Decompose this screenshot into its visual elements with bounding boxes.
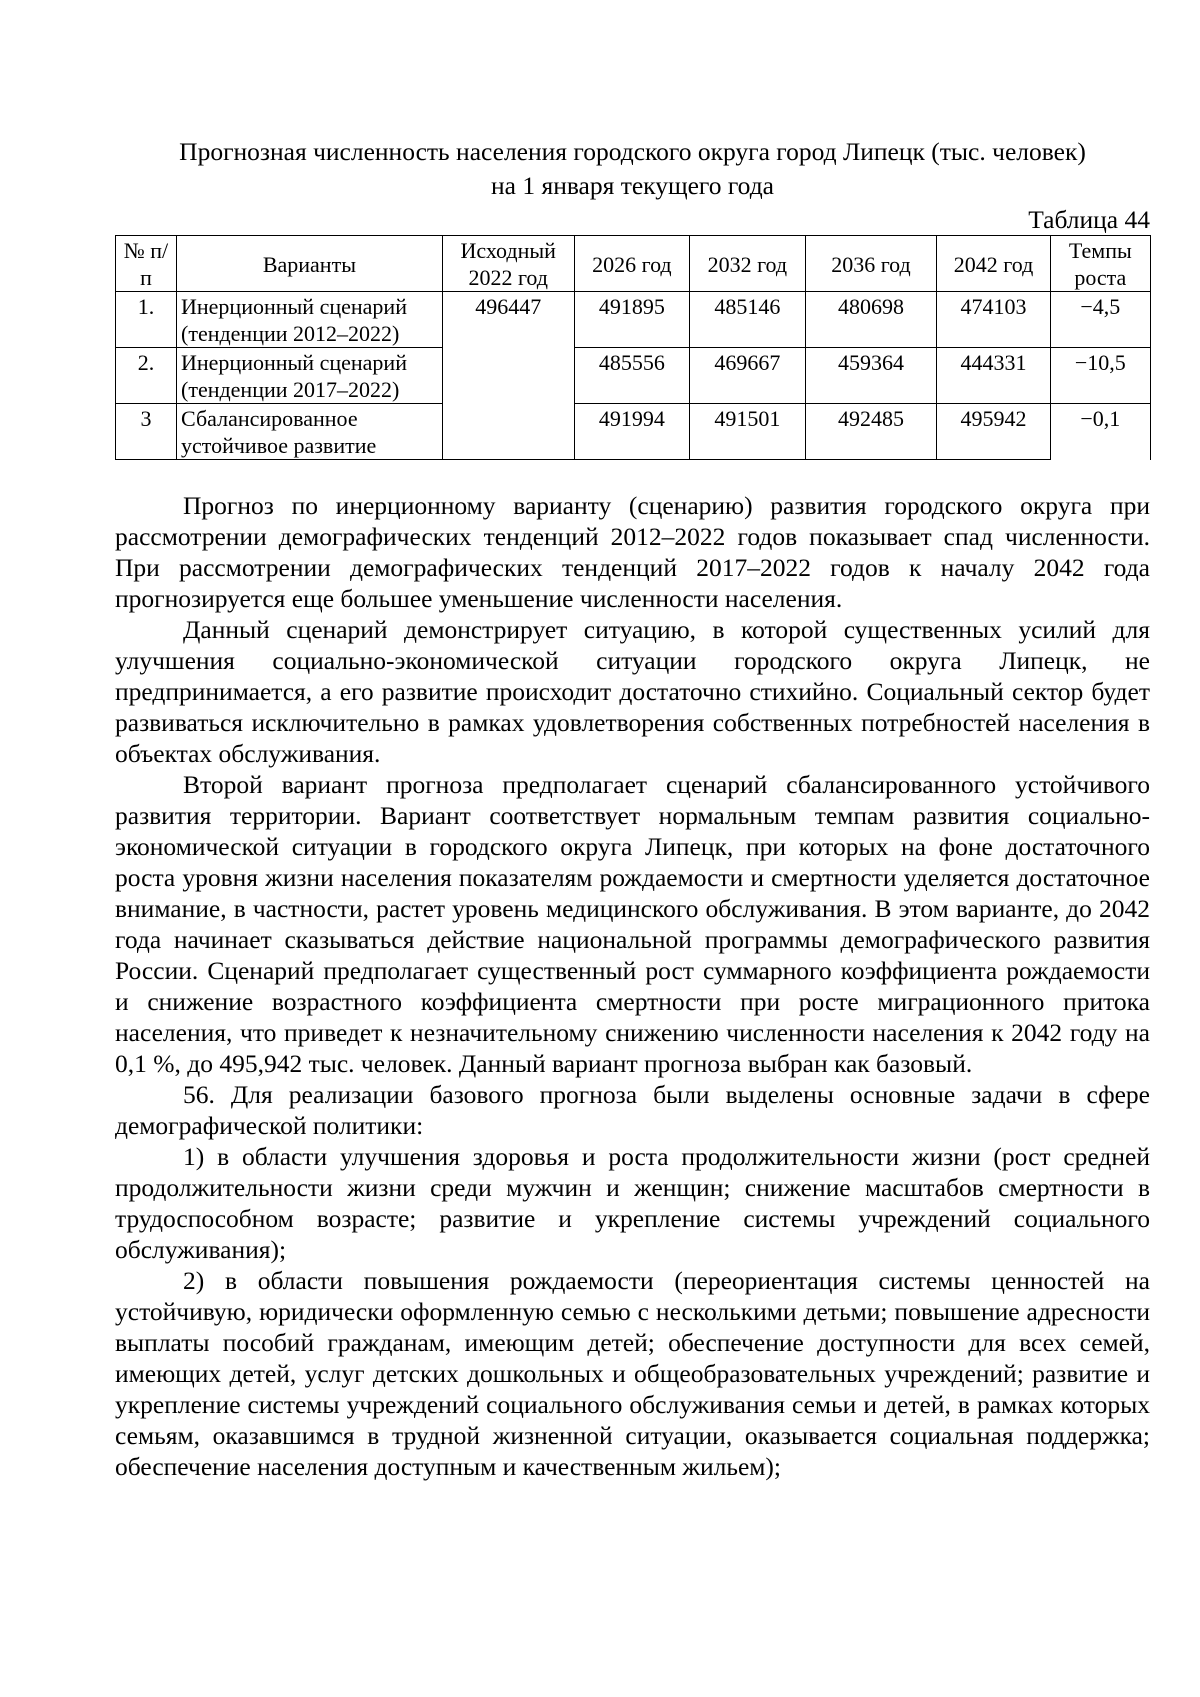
table-title — [115, 135, 1150, 203]
value-2036: 459364 — [805, 348, 937, 404]
table-title-line-1: Прогнозная численность населения городского округа город Липецк (тыс. человек) — [179, 137, 1086, 166]
row-num: 2. — [116, 348, 177, 404]
value-2036: 492485 — [805, 404, 937, 460]
paragraph: Прогноз по инерционному варианту (сценарию) развития городского округа при рассмотрении демографических тенденций 2012–2022 годов показывает спад численности. При рассмотрении демографических тенденций 2017–2022 годов к началу 2042 года прогнозируется еще большее уменьшение численности населения. — [115, 491, 1150, 613]
header-2042: 2042 год — [937, 236, 1050, 292]
header-variant: Варианты — [177, 236, 443, 292]
list-item: 2) в области повышения рождаемости (переориентация системы ценностей на устойчивую, юридически оформленную семью с несколькими детьми; повышение адресности выплаты пособий гражданам, имеющим детей; обеспечение доступности для всех семей, имеющих детей, услуг детских дошкольных и общеобразовательных учреждений; развитие и укрепление системы учреждений социального обслуживания семьи и детей, в рамках которых семьям, оказавшимся в трудной жизненной ситуации, оказывается социальная поддержка; обеспечение населения доступным и качественным жильем); — [115, 1266, 1150, 1481]
header-base-year: Исходный 2022 год — [442, 236, 574, 292]
header-2032: 2032 год — [690, 236, 805, 292]
list-item: 1) в области улучшения здоровья и роста продолжительности жизни (рост средней продолжительности жизни среди мужчин и женщин; снижение масштабов смертности в трудоспособном возрасте; развитие и укрепление системы учреждений социального обслуживания); — [115, 1142, 1150, 1264]
value-2042: 474103 — [937, 292, 1050, 348]
row-num: 1. — [116, 292, 177, 348]
document-page — [115, 115, 1150, 1482]
value-2042: 444331 — [937, 348, 1050, 404]
table-row — [116, 292, 1151, 348]
row-variant: Инерционный сценарий (тенденции 2012–2022) — [177, 292, 443, 348]
row-num: 3 — [116, 404, 177, 460]
table-number-label: Таблица 44 — [1028, 205, 1150, 234]
header-2036: 2036 год — [805, 236, 937, 292]
row-variant: Инерционный сценарий (тенденции 2017–2022) — [177, 348, 443, 404]
value-growth-rate: −4,5 — [1050, 292, 1150, 348]
value-2026: 485556 — [574, 348, 689, 404]
row-variant: Сбалансированное устойчивое развитие — [177, 404, 443, 460]
table-row — [116, 404, 1151, 460]
population-forecast-table — [115, 235, 1151, 460]
base-2022-value: 496447 — [442, 292, 574, 460]
value-2032: 485146 — [690, 292, 805, 348]
value-2026: 491895 — [574, 292, 689, 348]
table-row — [116, 348, 1151, 404]
table-header-row — [116, 236, 1151, 292]
value-2032: 469667 — [690, 348, 805, 404]
header-2026: 2026 год — [574, 236, 689, 292]
paragraph: Второй вариант прогноза предполагает сценарий сбалансированного устойчивого развития территории. Вариант соответствует нормальным темпам развития социально-экономической ситуации в городского округа Липецк, при которых на фоне достаточного роста уровня жизни населения показателям рождаемости и смертности уделяется достаточное внимание, в частности, растет уровень медицинского обслуживания. В этом варианте, до 2042 года начинает сказываться действие национальной программы демографического развития России. Сценарий предполагает существенный рост суммарного коэффициента рождаемости и снижение возрастного коэффициента смертности при росте миграционного притока населения, что приведет к незначительному снижению численности населения к 2042 году на 0,1 %, до 495,942 тыс. человек. Данный вариант прогноза выбран как базовый. — [115, 770, 1150, 1078]
value-growth-rate: −10,5 — [1050, 348, 1150, 404]
value-2042: 495942 — [937, 404, 1050, 460]
body-text — [115, 490, 1150, 1482]
paragraph: Данный сценарий демонстрирует ситуацию, в которой существенных усилий для улучшения социально-экономической ситуации городского округа Липецк, не предпринимается, а его развитие происходит достаточно стихийно. Социальный сектор будет развиваться исключительно в рамках удовлетворения собственных потребностей населения в объектах обслуживания. — [115, 615, 1150, 768]
value-2032: 491501 — [690, 404, 805, 460]
header-growth-rate: Темпы роста — [1050, 236, 1150, 292]
paragraph: 56. Для реализации базового прогноза были выделены основные задачи в сфере демографической политики: — [115, 1080, 1150, 1140]
value-2026: 491994 — [574, 404, 689, 460]
value-2036: 480698 — [805, 292, 937, 348]
header-num: № п/п — [116, 236, 177, 292]
value-growth-rate: −0,1 — [1050, 404, 1150, 460]
table-title-line-2: на 1 января текущего года — [491, 171, 774, 200]
